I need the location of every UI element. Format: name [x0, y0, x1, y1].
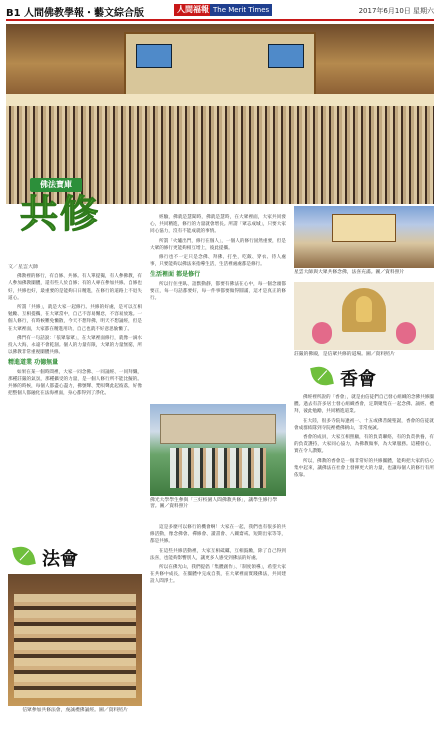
- paragraph: 佛教裡的修行，有自修、共修。有人單提獨，有人參佛教，有人參加佛教團體，還有些人於自修；有的人專在參加共修。自修也好，共修也好，最重要的是能夠日日精進，在修行的道路上不退失道心。: [8, 274, 142, 301]
- article-column-3: [150, 524, 286, 730]
- paragraph: 經驗，佛就是慧聞時，佛就是慧時，在大眾裡面，大家共同發心，共同精進，修行的力量就會增長。所謂「眾志成城」，只要大家同心協力，沒有不能成就的事情。: [150, 215, 286, 235]
- newspaper-logo-en: The Merit Times: [210, 4, 272, 16]
- paragraph: 所謂「火爐出門，修行在個人」，一個人的修行固然重要，但是大眾的修行更能夠相互增上，彼此提攜。: [150, 238, 286, 251]
- article-column-2: [150, 214, 286, 402]
- paragraph: 這是多麼可以修行的機會啊！大家在一起，我們也有很多的共修活動，像念佛會、禪修會、讀書會、八關齋戒、短期出家等等，都是共修。: [150, 525, 286, 545]
- flowers-left: [312, 322, 332, 344]
- paragraph: 佛經裡所說的「香會」，就是由信徒們自己發心組織的念佛共修團體。過去有許多居士發心組織香會，定期聚集在一起念佛、誦經、禮拜，彼此勉勵，共同精進道業。: [294, 395, 434, 415]
- leaf-icon: [12, 544, 36, 568]
- photo-caption: 佛光大學學生參與「三好校園人間佛教共修」，讓學生修行學習。圖／資料照片: [150, 498, 278, 509]
- article-title-block: [12, 178, 132, 260]
- paragraph: 所以，佛教的香會是一個非常好的共修團體，能夠把大家的信心集中起來，讓佛法在社會上發揮更大的力量，也讓每個人的修行有所依靠。: [294, 458, 434, 479]
- issue-date: 2017年6月10日 星期六: [358, 7, 434, 15]
- paragraph: 如果在某一個時間裡，大家一同念佛、一同誦經、一同拜懺，那種莊嚴的氣氛，那種攝受的力量，是一個人修行所不能比擬的。共修的時候，每個人都盡心盡力，佛號聲、梵唄聲此起彼落，好像把整個人都融化在法海裡面，身心都得到了淨化。: [8, 369, 142, 397]
- subheading: 生活裡面 都是修行: [150, 271, 201, 279]
- section-header-xianghui: [312, 364, 422, 388]
- students-photo: [150, 404, 286, 496]
- paragraph: 所謂「共修」，就是大家一起修行。共修的好處，是可以互相勉勵、互相提攜，在大眾當中，自己不容易懈怠，不容易放逸。一個人修行，有時候難免懶散，今天不想拜佛，明天不想誦經，但是在大眾裡面，大家都在精進用功，自己也就不好意思偷懶了。: [8, 305, 142, 332]
- crowd-row: [6, 94, 434, 106]
- flowers-right: [396, 322, 416, 344]
- article-column-1: [8, 264, 142, 530]
- screen-right: [268, 44, 304, 68]
- column-badge: 佛法寶庫: [30, 178, 82, 192]
- section-name: 香會: [340, 369, 376, 390]
- building: [160, 414, 276, 444]
- page-header: [6, 4, 434, 18]
- section-title: B1 人間佛教學報・藝文綜合版: [6, 8, 145, 19]
- dharma-service-photo: [8, 574, 142, 706]
- paragraph: 香會的成員，大家互相照顧，有的負責聯絡，有的負責供養，有的負責護持，大家同心協力，為佛教做事，為大眾服務。這種發心，實在令人讚歎。: [294, 435, 434, 455]
- section-header-fahui: [14, 544, 124, 568]
- stage: [332, 214, 396, 242]
- paragraph: 在這些共修活動裡，大家互相砥礪，互相鼓勵，除了自己得到法喜，也能夠影響別人，讓更多人感受到佛法的好處。: [150, 548, 286, 561]
- photo-caption: 信眾參加共修法會，虔誠禮佛誦經。圖／資料照片: [22, 708, 128, 713]
- article-column-4: [294, 394, 434, 730]
- article-title: 共修: [20, 192, 101, 236]
- subheading: 精進道業 功德無量: [8, 359, 59, 367]
- assembly-photo: [294, 206, 434, 268]
- author-byline: 文／星雲大師: [8, 264, 39, 270]
- section-name: 法會: [42, 549, 78, 570]
- buddha-statue: [356, 296, 372, 322]
- worshippers: [14, 594, 136, 698]
- paragraph: 在大陸，很多寺院每逢初一、十五或佛菩薩聖誕，香會的信徒就會成群結隊到寺院裡禮佛朝山，非常虔誠。: [294, 418, 434, 431]
- students: [170, 448, 266, 488]
- newspaper-logo: 人間福報: [174, 4, 212, 16]
- photo-caption: 星雲大師與大眾共修念佛，法喜充滿。圖／資料照片: [294, 270, 405, 275]
- photo-caption: 莊嚴的佛殿，是信眾共修的道場。圖／資料照片: [294, 352, 395, 357]
- paragraph: 所以在佛光山，我們提倡「集體創作」、「制度領導」，希望大家在共修中成長，在團體中完成自我，在大眾裡面實踐佛法，共同建設人間淨土。: [150, 565, 286, 585]
- leaf-icon: [310, 364, 334, 388]
- header-rule: [6, 19, 434, 21]
- paragraph: 所以行住坐臥、語默動靜，都要有佛法在心中，每一個念頭都要正，每一句話都要好，每一件事都要做得圓滿，這才是真正的修行。: [150, 281, 286, 302]
- shrine-photo: [294, 282, 434, 350]
- screen-left: [136, 44, 172, 68]
- banner-photo: [6, 24, 434, 204]
- paragraph: 修行也不一定只是念佛、拜佛、打坐，吃飯、穿衣、待人處事，只要能夠以佛法來指導生活，生活裡處處都是修行。: [150, 255, 286, 268]
- paragraph: 佛門有一句話說：「依眾靠眾」，在大眾裡面修行，就像一滴水投入大海，永遠不會乾涸。個人的力量有限，大眾的力量無窮，所以佛教非常重視團體共修。: [8, 335, 142, 356]
